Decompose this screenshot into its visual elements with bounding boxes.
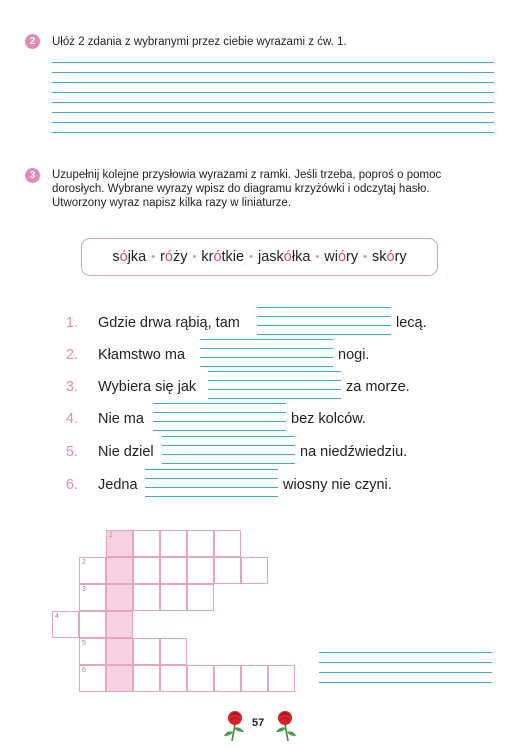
word-4: jaskółka	[257, 249, 311, 265]
rose-right-icon	[270, 708, 300, 742]
word-separator: •	[249, 251, 253, 263]
proverb-2-blank[interactable]	[200, 345, 333, 365]
crossword-cell[interactable]	[187, 665, 214, 692]
crossword-cell[interactable]	[187, 584, 214, 611]
word-separator: •	[192, 251, 197, 263]
row-number: 3	[82, 586, 86, 593]
crossword-cell[interactable]	[106, 557, 133, 584]
crossword-cell[interactable]	[79, 638, 106, 665]
word-5: wióry	[324, 249, 359, 265]
task-3-badge: 3	[25, 168, 40, 183]
crossword-cell[interactable]	[187, 530, 214, 557]
word-2: róży	[160, 249, 188, 265]
crossword-cell[interactable]	[79, 665, 106, 692]
task-3-line-1: Uzupełnij kolejne przysłowia wyrazami z ramki. Jeśli trzeba, poproś o pomoc	[52, 169, 442, 181]
crossword-cell[interactable]	[187, 557, 214, 584]
page-number: 57	[252, 717, 265, 729]
crossword-cell[interactable]	[133, 557, 160, 584]
crossword-cell[interactable]	[133, 530, 160, 557]
proverb-4-blank[interactable]	[153, 409, 286, 429]
row-number: 2	[82, 559, 86, 566]
crossword-cell[interactable]	[160, 638, 187, 665]
crossword-cell[interactable]	[106, 665, 133, 692]
crossword-cell[interactable]	[133, 665, 160, 692]
task-2-writing-lines[interactable]	[52, 62, 494, 142]
proverb-5: 5. Nie dziel na niedźwiedziu.	[60, 442, 500, 462]
crossword-cell[interactable]	[106, 638, 133, 665]
task-2-badge: 2	[25, 34, 40, 49]
proverb-1-blank[interactable]	[257, 313, 391, 333]
crossword-cell[interactable]	[160, 584, 187, 611]
task-3-line-2: dorosłych. Wybrane wyrazy wpisz do diagramu krzyżówki i odczytaj hasło.	[52, 183, 430, 195]
crossword-cell[interactable]	[133, 638, 160, 665]
crossword-cell[interactable]	[52, 611, 79, 638]
proverb-4: 4. Nie ma bez kolców.	[60, 409, 500, 429]
crossword-cell[interactable]	[160, 557, 187, 584]
proverb-5-blank[interactable]	[162, 442, 295, 462]
crossword-cell[interactable]	[106, 530, 133, 557]
task-3-line-3: Utworzony wyraz napisz kilka razy w liniaturze.	[52, 197, 292, 209]
proverb-6: 6. Jedna wiosny nie czyni.	[60, 475, 500, 495]
crossword-cell[interactable]	[241, 557, 268, 584]
word-1: sójka	[112, 249, 147, 265]
row-number: 5	[82, 640, 86, 647]
row-number: 1	[109, 532, 113, 539]
page-footer	[220, 708, 300, 742]
proverb-2: 2. Kłamstwo ma nogi.	[60, 345, 500, 365]
task-2-instruction: Ułóż 2 zdania z wybranymi przez ciebie wyrazami z ćw. 1.	[52, 36, 347, 48]
crossword-cell[interactable]	[79, 584, 106, 611]
crossword-cell[interactable]	[214, 665, 241, 692]
word-separator: •	[363, 251, 367, 263]
word-separator: •	[151, 251, 156, 263]
crossword-cell[interactable]	[160, 665, 187, 692]
task-3-instruction	[52, 168, 441, 210]
answer-writing-lines[interactable]	[319, 652, 492, 692]
word-separator: •	[315, 251, 320, 263]
crossword-cell[interactable]	[241, 665, 268, 692]
crossword-cell[interactable]	[106, 611, 133, 638]
crossword-cell[interactable]	[214, 557, 241, 584]
row-number: 6	[82, 667, 86, 674]
crossword-cell[interactable]	[133, 584, 160, 611]
crossword-cell[interactable]	[160, 530, 187, 557]
crossword-cell[interactable]	[79, 557, 106, 584]
word-3: krótkie	[201, 249, 245, 265]
proverb-3-blank[interactable]	[208, 377, 341, 397]
word-6: skóry	[371, 249, 407, 265]
crossword-cell[interactable]	[214, 530, 241, 557]
word-box	[81, 238, 438, 276]
crossword-cell[interactable]	[106, 584, 133, 611]
rose-left-icon	[220, 708, 250, 742]
proverb-6-blank[interactable]	[145, 475, 278, 495]
crossword-cell[interactable]	[268, 665, 295, 692]
row-number: 4	[55, 613, 59, 620]
proverb-1: 1. Gdzie drwa rąbią, tam lecą.	[60, 313, 500, 333]
crossword-cell[interactable]	[79, 611, 106, 638]
proverb-3: 3. Wybiera się jak za morze.	[60, 377, 500, 397]
